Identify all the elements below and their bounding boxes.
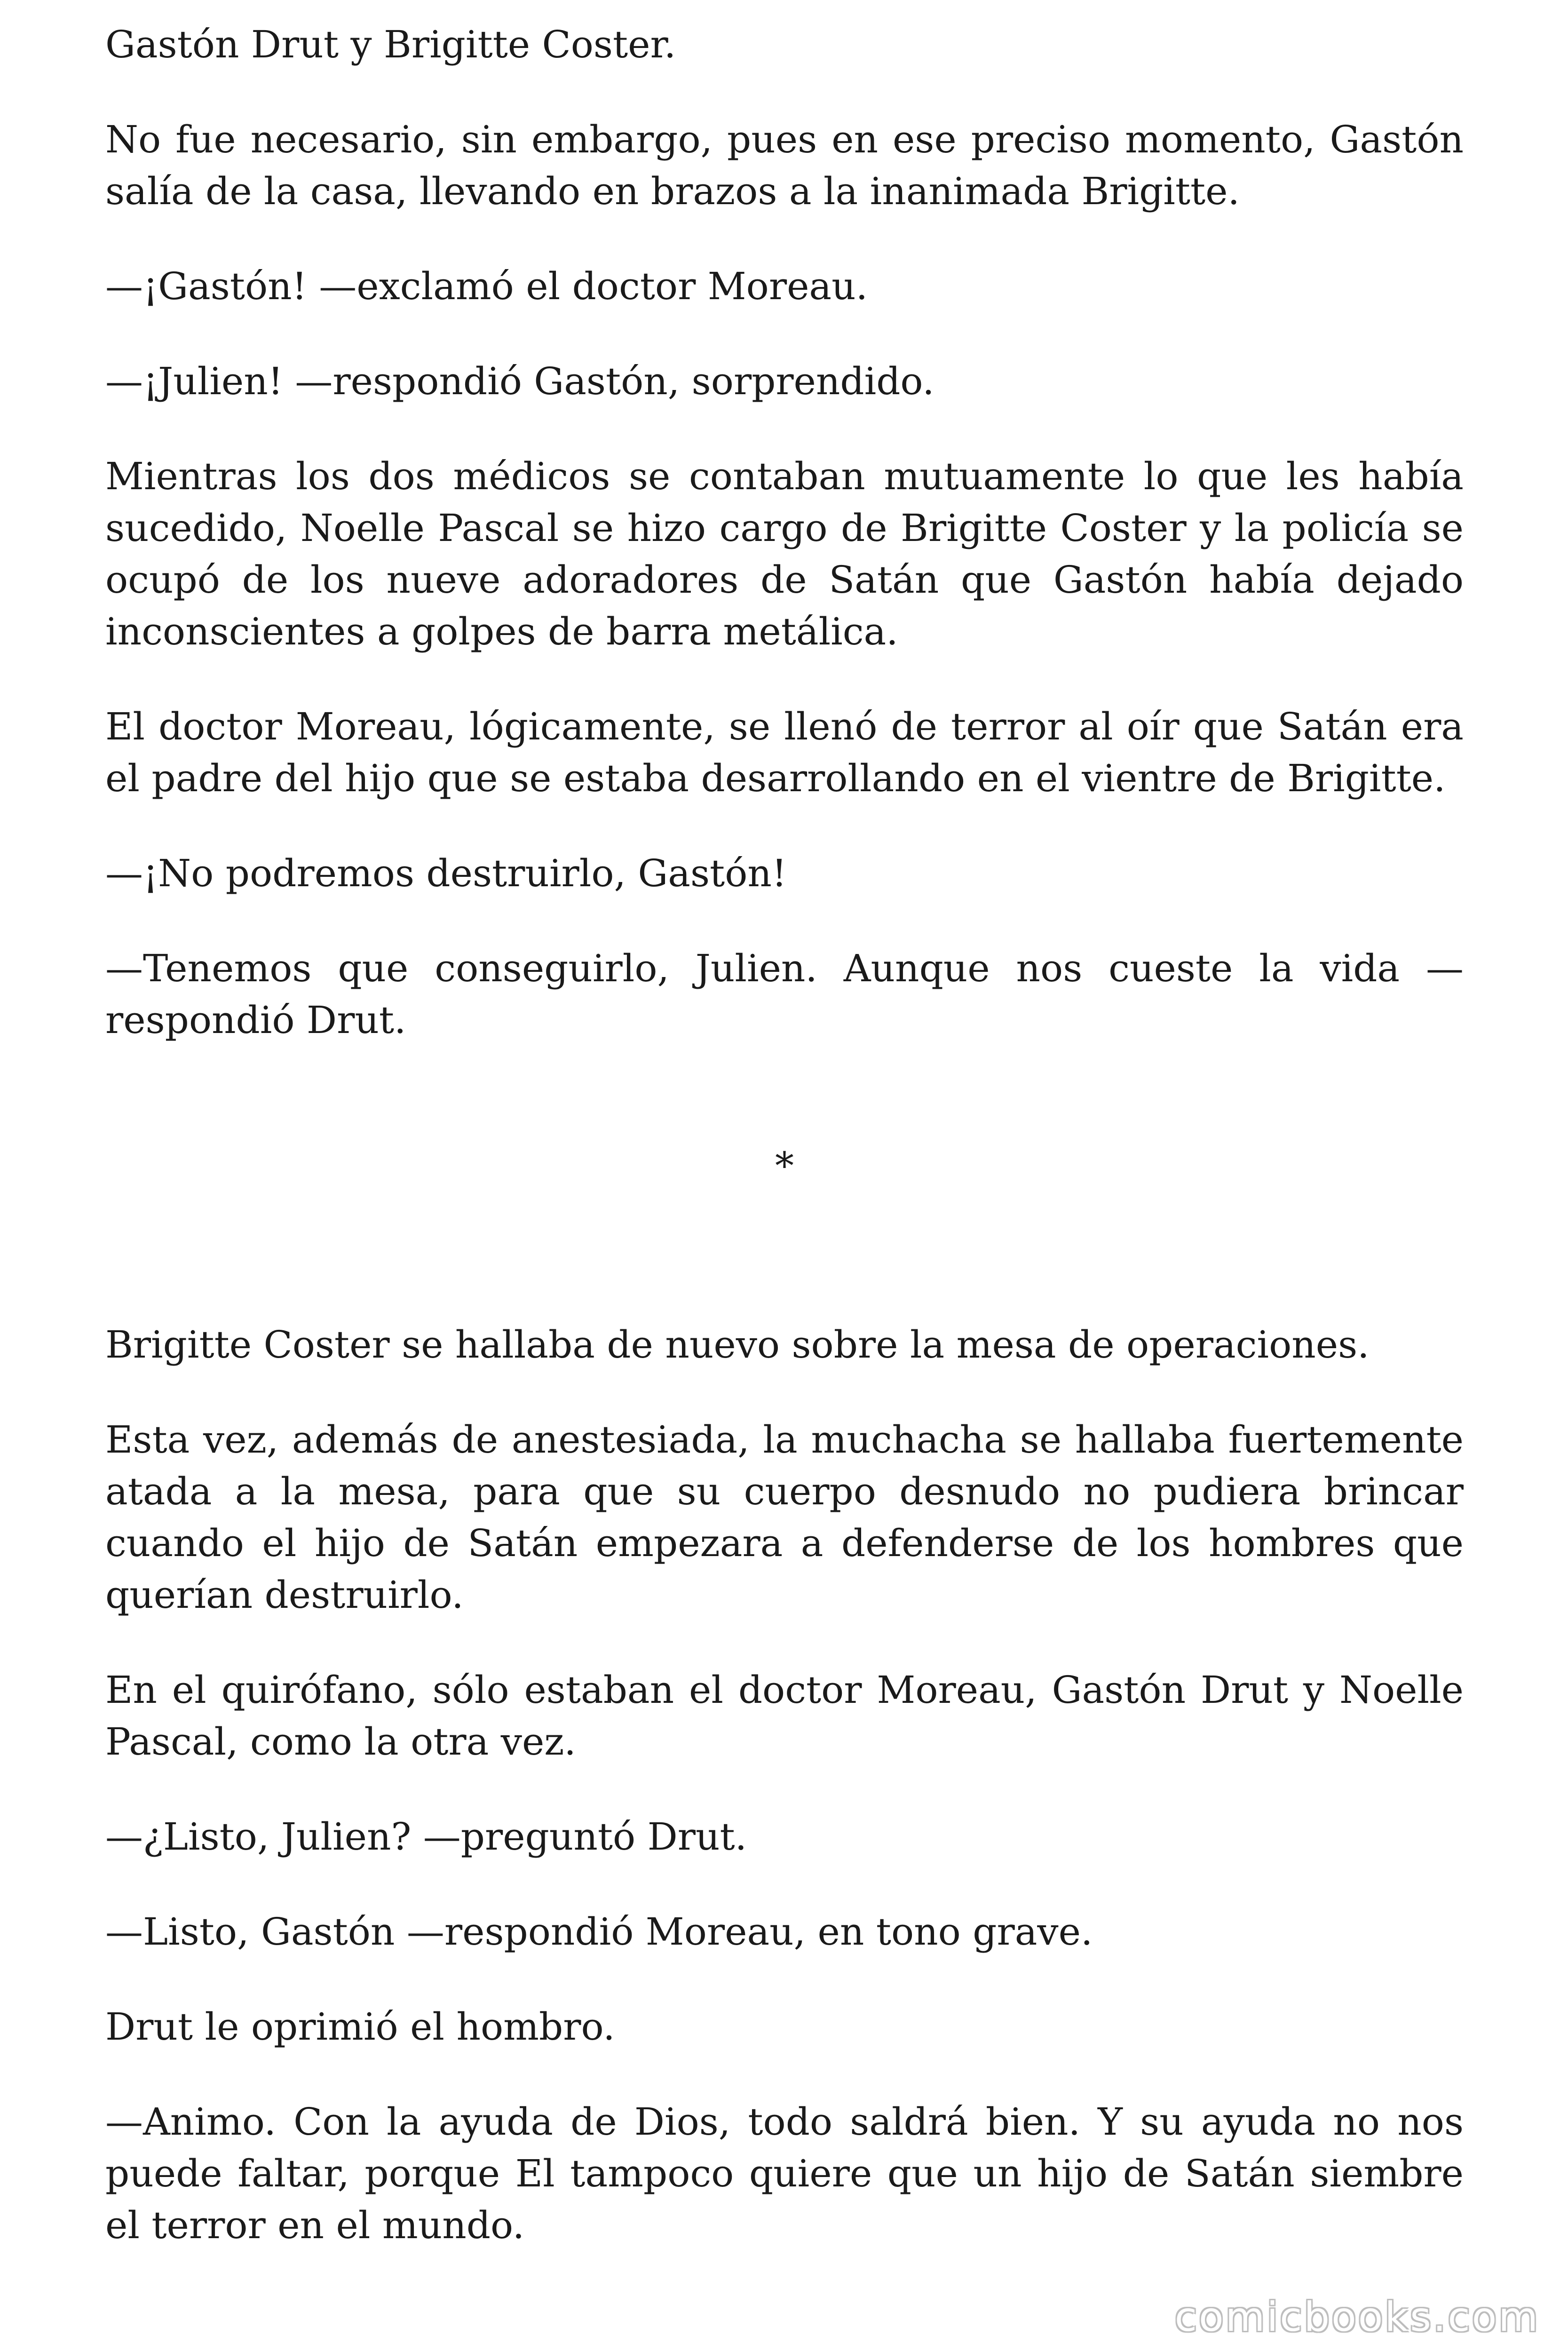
watermark: comicbooks.com	[1174, 2294, 1540, 2341]
scene-break: *	[775, 1144, 794, 1188]
page-text	[105, 19, 1464, 2295]
paragraph: No fue necesario, sin embargo, pues en ese preciso momento, Gastón salía de la casa, llevando en brazos a la inanimada Brigitte.	[105, 118, 1464, 213]
paragraph: Gastón Drut y Brigitte Coster.	[105, 23, 676, 66]
paragraph: Drut le oprimió el hombro.	[105, 2005, 615, 2049]
paragraph: —Tenemos que conseguirlo, Julien. Aunque nos cueste la vida —respondió Drut.	[105, 946, 1464, 1042]
paragraph: —¿Listo, Julien? —preguntó Drut.	[105, 1815, 747, 1859]
paragraph: Mientras los dos médicos se contaban mutuamente lo que les había sucedido, Noelle Pascal se hizo cargo de Brigitte Coster y la policía se ocupó de los nueve adoradores de Satán que Gastón había dejado inconscientes a golpes de barra metálica.	[105, 454, 1464, 653]
paragraph: —¡Gastón! —exclamó el doctor Moreau.	[105, 264, 868, 308]
paragraph: —Animo. Con la ayuda de Dios, todo saldrá bien. Y su ayuda no nos puede faltar, porque El tampoco quiere que un hijo de Satán siembre el terror en el mundo.	[105, 2100, 1464, 2247]
paragraph: Esta vez, además de anestesiada, la muchacha se hallaba fuertemente atada a la mesa, para que su cuerpo desnudo no pudiera brincar cuando el hijo de Satán empezara a defenderse de los hombres que querían destruirlo.	[105, 1418, 1464, 1617]
paragraph: —¡Julien! —respondió Gastón, sorprendido.	[105, 359, 934, 403]
paragraph: El doctor Moreau, lógicamente, se llenó de terror al oír que Satán era el padre del hijo que se estaba desarrollando en el vientre de Brigitte.	[105, 705, 1464, 800]
paragraph: En el quirófano, sólo estaban el doctor Moreau, Gastón Drut y Noelle Pascal, como la otra vez.	[105, 1668, 1464, 1764]
paragraph: —Listo, Gastón —respondió Moreau, en tono grave.	[105, 1910, 1093, 1954]
paragraph: —¡No podremos destruirlo, Gastón!	[105, 851, 787, 895]
paragraph: Brigitte Coster se hallaba de nuevo sobre la mesa de operaciones.	[105, 1323, 1370, 1367]
